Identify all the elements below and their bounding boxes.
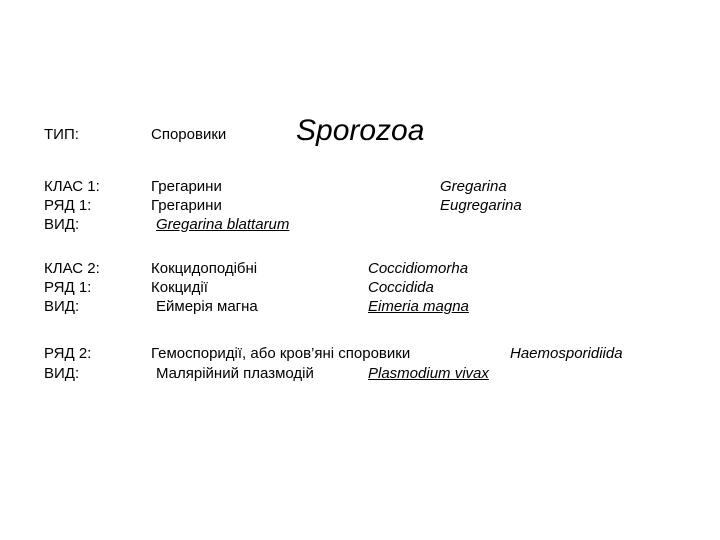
class2-order-latin: Coccidida (368, 279, 434, 296)
order2-species-name: Малярійний плазмодій (156, 365, 314, 382)
class2-order-name: Кокцидії (151, 279, 208, 296)
class1-order-name: Грегарини (151, 197, 222, 214)
class1-species-name: Gregarina blattarum (156, 216, 290, 233)
class2-species-latin: Eimeria magna (368, 298, 469, 315)
class2-order-label: РЯД 1: (44, 279, 92, 296)
class2-species-label: ВИД: (44, 298, 80, 315)
order2-species-label: ВИД: (44, 365, 80, 382)
type-label: ТИП: (44, 126, 79, 143)
class2-label: КЛАС 2: (44, 260, 100, 277)
class1-label: КЛАС 1: (44, 178, 100, 195)
class2-species-name: Еймерія магна (156, 298, 258, 315)
class1-order-label: РЯД 1: (44, 197, 92, 214)
class2-latin: Coccidiomorha (368, 260, 469, 277)
order2-label: РЯД 2: (44, 345, 92, 362)
order2-latin: Haemosporidiida (510, 345, 623, 362)
class1-name: Грегарини (151, 178, 222, 195)
class1-order-latin: Eugregarina (440, 197, 522, 214)
class1-latin: Gregarina (440, 178, 507, 195)
class1-species-label: ВИД: (44, 216, 80, 233)
class2-name: Кокцидоподібні (151, 260, 258, 277)
order2-name: Гемоспоридії, або кров’яні споровики (151, 345, 411, 362)
type-name: Споровики (151, 126, 227, 143)
order2-species-latin: Plasmodium vivax (368, 365, 489, 382)
type-latin: Sporozoa (296, 114, 425, 147)
